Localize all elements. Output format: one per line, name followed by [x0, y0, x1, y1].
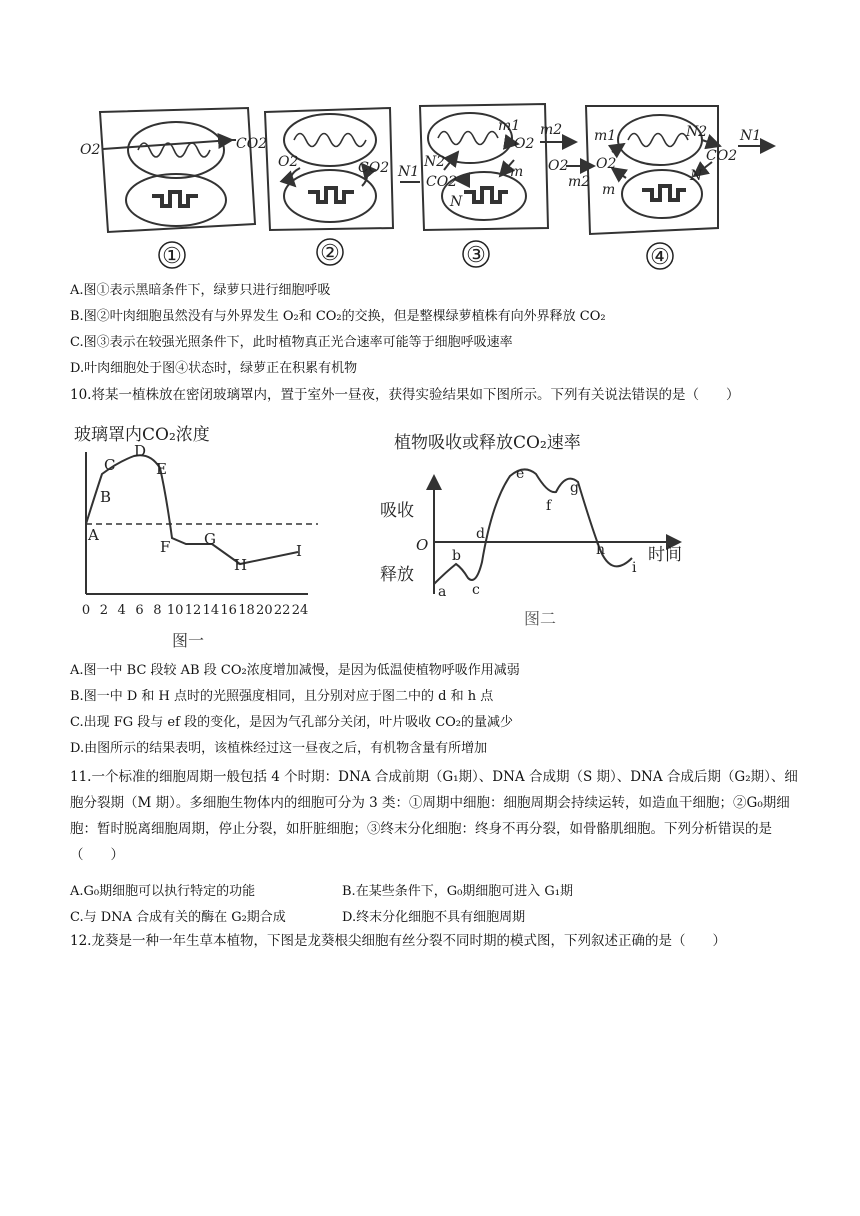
point-e: e — [516, 466, 525, 482]
cell-1 — [100, 108, 255, 232]
chart-2 — [380, 433, 682, 628]
point-b: B — [100, 488, 112, 506]
caption-2: ② — [320, 241, 340, 266]
label-m: m — [602, 182, 616, 198]
chart-1 — [74, 425, 318, 650]
q11-stem: 11.一个标准的细胞周期一般包括 4 个时期：DNA 合成前期（G₁期）、DNA 合成期（S 期）、DNA 合成后期（G₂期）、细胞分裂期（M 期）。多细胞生物体内的细胞可分为 3 类：①周期中细胞：细胞周期会持续运转，如造血干细胞；②G₀期细胞：暂时脱离细胞周期，停止分裂，如肝脏细胞；③终末分化细胞：终身不再分裂，如骨骼肌细胞。下列分析错误的是（ ） — [70, 769, 798, 863]
option-text: 出现 FG 段与 ef 段的变化，是因为气孔部分关闭，叶片吸收 CO₂的量减少 — [83, 715, 514, 730]
option-text: 图一中 D 和 H 点时的光照强度相同，且分别对应于图二中的 d 和 h 点 — [83, 689, 494, 704]
label-o2: O2 — [278, 154, 299, 170]
option-prefix: C. — [70, 335, 84, 350]
chart1-xtick: 20 — [256, 603, 273, 618]
label-o2: O2 — [80, 142, 101, 158]
caption-3: ③ — [466, 243, 486, 268]
label-co2: CO2 — [706, 148, 738, 164]
label-m1: m1 — [498, 118, 521, 134]
chart1-xtick: 12 — [184, 603, 202, 618]
point-h: h — [596, 542, 606, 558]
label-o2: O2 — [548, 158, 569, 174]
option-prefix: D. — [70, 741, 85, 756]
chart2-origin: O — [416, 536, 429, 554]
option-prefix: C. — [70, 910, 84, 925]
option-text: 图②叶肉细胞虽然没有与外界发生 O₂和 CO₂的交换，但是整棵绿萝植株有向外界释放 CO₂ — [83, 309, 606, 324]
label-o2: O2 — [514, 136, 535, 152]
label-co2: CO2 — [236, 136, 268, 152]
point-b: b — [452, 548, 461, 564]
q9-option-b[interactable] — [70, 308, 606, 326]
point-i: i — [632, 560, 637, 576]
label-m: m — [510, 164, 524, 180]
q11-option-b[interactable] — [342, 880, 573, 899]
chart1-xtick: 16 — [220, 603, 237, 618]
option-prefix: A. — [70, 884, 84, 899]
chart1-xtick: 0 — [81, 603, 91, 618]
option-text: 图①表示黑暗条件下，绿萝只进行细胞呼吸 — [83, 283, 331, 298]
point-c: C — [104, 456, 116, 474]
q9-cell-diagrams — [0, 0, 860, 280]
chart1-xtick: 2 — [99, 603, 108, 618]
option-prefix: A. — [70, 283, 84, 298]
point-i: I — [296, 542, 302, 560]
chart1-xtick: 22 — [273, 603, 291, 618]
q11-option-c[interactable] — [70, 906, 286, 925]
chart2-curve — [434, 469, 632, 584]
q10-option-a[interactable] — [70, 662, 520, 680]
q9-option-d[interactable] — [70, 360, 357, 378]
option-prefix: B. — [70, 309, 84, 324]
label-m2: m2 — [540, 122, 563, 138]
point-g: G — [204, 530, 216, 548]
label-m2: m2 — [568, 174, 591, 190]
label-m1: m1 — [594, 128, 617, 144]
chart1-xtick: 18 — [238, 603, 255, 618]
q11-option-a[interactable] — [70, 880, 255, 899]
q10-option-b[interactable] — [70, 688, 493, 706]
point-e: E — [156, 460, 167, 478]
chart1-xtick: 6 — [135, 603, 144, 618]
label-n2: N2 — [686, 124, 708, 140]
option-prefix: A. — [70, 663, 84, 678]
label-n1: N1 — [398, 164, 420, 180]
caption-4: ④ — [650, 245, 670, 270]
option-prefix: D. — [342, 910, 357, 925]
option-text: G₀期细胞可以执行特定的功能 — [83, 884, 256, 899]
q9-option-a[interactable] — [70, 282, 331, 300]
label-n: N — [450, 194, 463, 210]
point-d: D — [134, 442, 147, 460]
chart1-xtick: 10 — [166, 603, 184, 618]
point-f: f — [546, 498, 552, 514]
point-h: H — [234, 556, 248, 574]
label-n2: N2 — [424, 154, 446, 170]
q10-charts — [0, 412, 860, 662]
chart2-ylabel: 植物吸收或释放CO₂速率 — [394, 433, 581, 453]
q10-stem: 10.将某一植株放在密闭玻璃罩内，置于室外一昼夜，获得实验结果如下图所示。下列有关说法错误的是（ ） — [70, 387, 740, 403]
option-text: 与 DNA 合成有关的酶在 G₂期合成 — [83, 910, 286, 925]
point-g: g — [570, 480, 579, 496]
chart1-ylabel: 玻璃罩内CO₂浓度 — [74, 425, 210, 445]
label-n: N — [690, 168, 703, 184]
chart1-xtick: 8 — [153, 603, 162, 618]
option-prefix: D. — [70, 361, 85, 376]
option-text: 在某些条件下，G₀期细胞可进入 G₁期 — [355, 884, 574, 899]
label-n1: N1 — [740, 128, 762, 144]
label-o2: O2 — [596, 156, 617, 172]
point-c: c — [472, 582, 480, 598]
chart1-xtick: 14 — [202, 603, 220, 618]
option-text: 图③表示在较强光照条件下，此时植物真正光合速率可能等于细胞呼吸速率 — [83, 335, 513, 350]
option-prefix: B. — [342, 884, 356, 899]
q11-option-d[interactable] — [342, 906, 525, 925]
q9-option-c[interactable] — [70, 334, 513, 352]
option-text: 图一中 BC 段较 AB 段 CO₂浓度增加减慢，是因为低温使植物呼吸作用减弱 — [83, 663, 520, 678]
option-prefix: B. — [70, 689, 84, 704]
q10-option-c[interactable] — [70, 714, 513, 732]
option-text: 叶肉细胞处于图④状态时，绿萝正在积累有机物 — [84, 361, 358, 376]
label-co2: CO2 — [358, 160, 390, 176]
chart2-caption: 图二 — [523, 609, 557, 628]
point-f: F — [160, 538, 171, 556]
point-a: a — [438, 584, 447, 600]
chart1-xtick: 4 — [117, 603, 126, 618]
chart1-caption: 图一 — [171, 631, 205, 650]
caption-1: ① — [162, 244, 182, 269]
label-co2: CO2 — [426, 174, 458, 190]
option-text: 终末分化细胞不具有细胞周期 — [356, 910, 526, 925]
chart2-xlabel: 时间 — [648, 545, 682, 565]
chart1-xtick: 24 — [291, 603, 309, 618]
point-d: d — [476, 526, 485, 542]
option-prefix: C. — [70, 715, 84, 730]
point-a: A — [88, 526, 99, 544]
chart2-absorb: 吸收 — [380, 501, 414, 521]
chart1-curve — [86, 455, 298, 564]
chart2-release: 释放 — [380, 565, 414, 585]
q10-option-d[interactable] — [70, 740, 487, 758]
q12-stem: 12.龙葵是一种一年生草本植物，下图是龙葵根尖细胞有丝分裂不同时期的模式图，下列叙述正确的是（ ） — [70, 933, 726, 949]
option-text: 由图所示的结果表明，该植株经过这一昼夜之后，有机物含量有所增加 — [84, 741, 488, 756]
